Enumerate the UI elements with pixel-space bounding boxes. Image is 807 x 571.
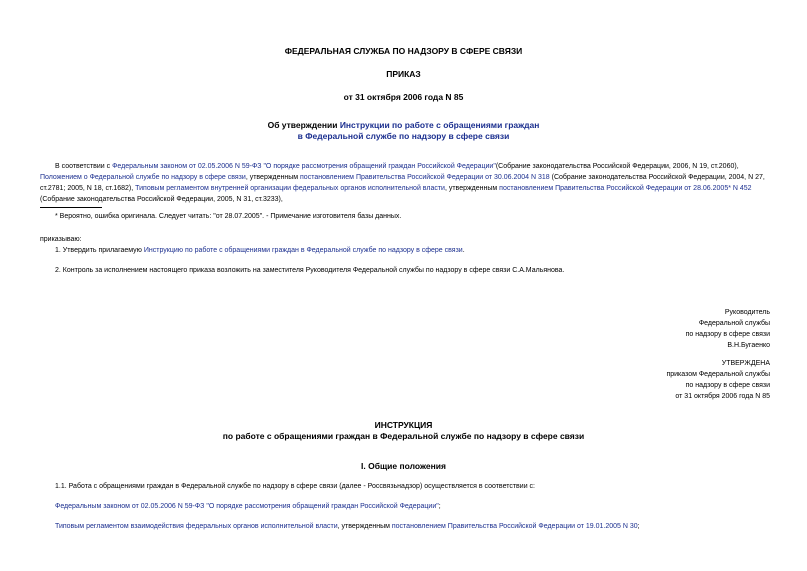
instruction-subtitle: по работе с обращениями граждан в Федеральной службе по надзору в сфере связи	[222, 431, 585, 441]
order-item-1-end: .	[462, 247, 465, 254]
footnote-divider	[40, 207, 102, 208]
order-item-2: 2. Контроль за исполнением настоящего приказа возложить на заместителя Руководителя Федеральной службы по надзору в сфере связи С.А.Мальянова.	[55, 267, 565, 274]
order-lead: приказываю:	[40, 236, 82, 243]
approval-block	[560, 358, 770, 402]
instruction-title: ИНСТРУКЦИЯ	[374, 420, 433, 430]
agency-name: ФЕДЕРАЛЬНАЯ СЛУЖБА ПО НАДЗОРУ В СФЕРЕ СВЯЗИ	[284, 46, 523, 56]
decree-30-link[interactable]: постановлением Правительства Российской Федерации от 19.01.2005 N 30	[391, 523, 638, 530]
document-date: от 31 октября 2006 года N 85	[343, 92, 464, 102]
preamble-paragraph	[40, 161, 770, 205]
instruction-link-cont[interactable]: в Федеральной службе по надзору в сфере связи	[297, 131, 510, 141]
footnote: * Вероятно, ошибка оригинала. Следует читать: "от 28.07.2005". - Примечание изготовителя базы данных.	[55, 213, 402, 220]
instruction-appendix-link[interactable]: Инструкцию по работе с обращениями граждан в Федеральной службе по надзору в сфере связи	[143, 247, 463, 254]
federal-law-link[interactable]: Федеральным законом от 02.05.2006 N 59-ФЗ "О порядке рассмотрения обращений граждан Российской Федерации"	[112, 163, 496, 170]
preamble-text: , утвержденным	[444, 185, 500, 192]
instruction-link[interactable]: Инструкции по работе с обращениями граждан	[339, 120, 540, 130]
decree-452-link[interactable]: постановлением Правительства Российской Федерации от 28.06.2005* N 452	[499, 185, 752, 192]
preamble-text: В соответствии с	[55, 163, 113, 170]
title-prefix: Об утверждении	[267, 120, 340, 130]
section-heading: I. Общие положения	[361, 461, 446, 471]
document-type: ПРИКАЗ	[386, 69, 421, 79]
signatory-name: В.Н.Бугаенко	[727, 342, 770, 349]
preamble-text: (Собрание законодательства Российской Федерации, 2005, N 31, ст.3233),	[40, 196, 283, 203]
signature-block	[560, 307, 770, 351]
signature-line: Федеральной службы	[698, 320, 770, 327]
clause-1-1: 1.1. Работа с обращениями граждан в Федеральной службе по надзору в сфере связи (далее - Россвязьнадзор) осуществляется в соответствии с:	[55, 483, 535, 490]
approval-line: приказом Федеральной службы	[666, 371, 770, 378]
approval-line: УТВЕРЖДЕНА	[721, 360, 770, 367]
signature-line: по надзору в сфере связи	[685, 331, 770, 338]
preamble-text: (Собрание законодательства Российской Федерации, 2004, N 27, ст.2781; 2005, N 18, ст.1682),	[40, 174, 765, 192]
preamble-text: (Собрание законодательства Российской Федерации, 2006, N 19, ст.2060),	[495, 163, 739, 170]
basis-item-1-end: ;	[438, 503, 441, 510]
approval-line: по надзору в сфере связи	[685, 382, 770, 389]
basis-item-2-text: , утвержденным	[337, 523, 392, 530]
order-item-1	[55, 245, 770, 256]
document-title	[0, 120, 807, 142]
approval-line: от 31 октября 2006 года N 85	[675, 393, 770, 400]
basis-item-1	[55, 501, 770, 512]
order-item-1-text: 1. Утвердить прилагаемую	[55, 247, 144, 254]
signature-line: Руководитель	[724, 309, 770, 316]
regulation-link[interactable]: Положением о Федеральной службе по надзору в сфере связи	[40, 174, 246, 181]
federal-law-link-2[interactable]: Федеральным законом от 02.05.2006 N 59-ФЗ "О порядке рассмотрения обращений граждан Российской Федерации"	[55, 503, 439, 510]
preamble-text: , утвержденным	[245, 174, 301, 181]
basis-item-2-end: ;	[637, 523, 640, 530]
decree-318-link[interactable]: постановлением Правительства Российской Федерации от 30.06.2004 N 318	[300, 174, 550, 181]
typical-regulation-link[interactable]: Типовым регламентом внутренней организации федеральных органов исполнительной власти	[135, 185, 445, 192]
basis-item-2	[55, 521, 770, 532]
interaction-regulation-link[interactable]: Типовым регламентом взаимодействия федеральных органов исполнительной власти	[55, 523, 338, 530]
